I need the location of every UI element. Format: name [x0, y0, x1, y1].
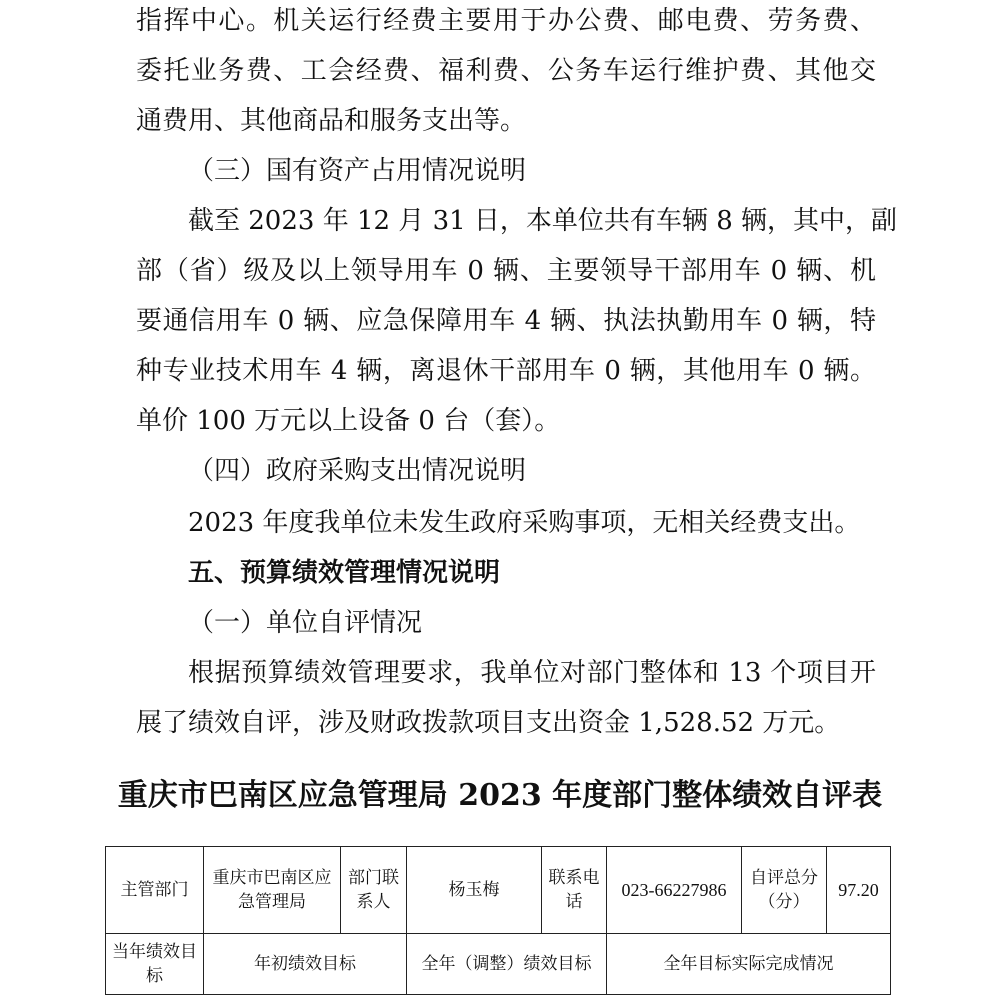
dept-label: 主管部门	[106, 847, 204, 934]
score-label: 自评总分（分）	[742, 847, 827, 934]
score-value: 97.20	[827, 847, 891, 934]
actual-completion-header: 全年目标实际完成情况	[607, 934, 891, 995]
phone-label: 联系电话	[542, 847, 607, 934]
text-line: 截至 2023 年 12 月 31 日，本单位共有车辆 8 辆，其中，副	[188, 206, 897, 236]
heading-section-five: 五、预算绩效管理情况说明	[188, 558, 501, 588]
dept-value: 重庆市巴南区应急管理局	[204, 847, 341, 934]
heading-self-evaluation: （一）单位自评情况	[188, 608, 423, 638]
phone-value: 023-66227986	[607, 847, 742, 934]
performance-table	[105, 846, 891, 995]
text-line: 委托业务费、工会经费、福利费、公务车运行维护费、其他交	[136, 56, 876, 86]
goal-label: 当年绩效目标	[106, 934, 204, 995]
text-line: 单价 100 万元以上设备 0 台（套）。	[136, 406, 561, 436]
heading-state-assets: （三）国有资产占用情况说明	[188, 156, 527, 186]
table-row	[106, 934, 891, 995]
contact-label: 部门联系人	[341, 847, 407, 934]
heading-procurement: （四）政府采购支出情况说明	[188, 456, 527, 486]
text-line: 展了绩效自评，涉及财政拨款项目支出资金 1,528.52 万元。	[136, 708, 841, 738]
table-row	[106, 847, 891, 934]
text-line: 指挥中心。机关运行经费主要用于办公费、邮电费、劳务费、	[136, 6, 876, 36]
text-line: 要通信用车 0 辆、应急保障用车 4 辆、执法执勤用车 0 辆，特	[136, 306, 876, 336]
initial-goal-header: 年初绩效目标	[204, 934, 407, 995]
contact-value: 杨玉梅	[407, 847, 542, 934]
text-line: 通费用、其他商品和服务支出等。	[136, 106, 527, 136]
text-line: 种专业技术用车 4 辆，离退休干部用车 0 辆，其他用车 0 辆。	[136, 356, 876, 386]
text-line: 根据预算绩效管理要求，我单位对部门整体和 13 个项目开	[188, 658, 876, 688]
paragraph-procurement: 2023 年度我单位未发生政府采购事项，无相关经费支出。	[188, 508, 861, 538]
adjusted-goal-header: 全年（调整）绩效目标	[407, 934, 607, 995]
table-title: 重庆市巴南区应急管理局 2023 年度部门整体绩效自评表	[117, 778, 883, 813]
text-line: 部（省）级及以上领导用车 0 辆、主要领导干部用车 0 辆、机	[136, 256, 876, 286]
